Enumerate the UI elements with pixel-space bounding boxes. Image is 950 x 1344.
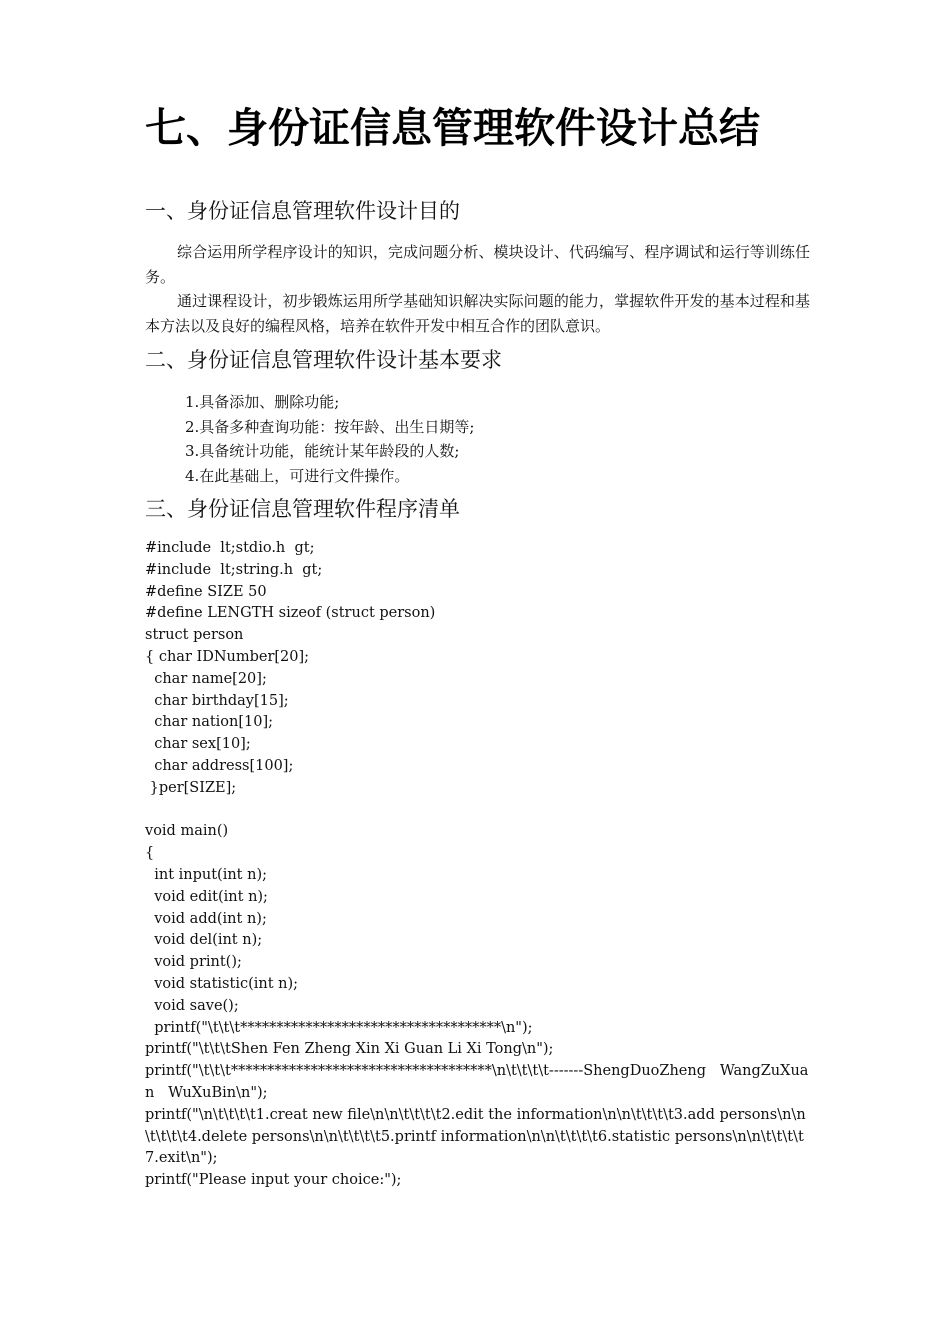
section-heading-requirements: 二、身份证信息管理软件设计基本要求	[145, 348, 502, 372]
requirement-item: 4.在此基础上，可进行文件操作。	[185, 466, 410, 485]
purpose-paragraph-2: 通过课程设计，初步锻炼运用所学基础知识解决实际问题的能力，掌握软件开发的基本过程和基本方法以及良好的编程风格，培养在软件开发中相互合作的团队意识。	[145, 292, 810, 335]
code-line: char birthday[15];	[145, 692, 289, 709]
page-title: 七、身份证信息管理软件设计总结	[145, 104, 760, 152]
section-heading-purpose: 一、身份证信息管理软件设计目的	[145, 199, 460, 223]
code-line: printf("\t\t\t************************************\n");	[145, 1019, 533, 1036]
code-line: char sex[10];	[145, 736, 251, 753]
code-line: printf("\t\t\tShen Fen Zheng Xin Xi Guan Li Xi Tong\n");	[145, 1041, 554, 1058]
code-line: char address[100];	[145, 757, 294, 774]
code-line: printf("\t\t\t************************************\n\t\t\t\t-------ShengDuoZheng WangZuXuan WuXuBin\n");	[145, 1063, 809, 1101]
code-line: int input(int n);	[145, 866, 268, 883]
code-line: }per[SIZE];	[145, 779, 237, 796]
requirement-item: 1.具备添加、删除功能;	[185, 393, 340, 411]
code-line: void print();	[145, 954, 242, 971]
code-line: {	[145, 845, 155, 862]
section-heading-program-listing: 三、身份证信息管理软件程序清单	[145, 497, 460, 521]
code-line: #include lt;string.h gt;	[145, 561, 323, 578]
code-line: #include lt;stdio.h gt;	[145, 540, 315, 556]
requirement-item: 2.具备多种查询功能：按年龄、出生日期等;	[185, 417, 475, 436]
code-line: void add(int n);	[145, 910, 267, 927]
code-line: char name[20];	[145, 670, 267, 687]
code-line: void save();	[145, 997, 239, 1014]
code-line: printf("Please input your choice:");	[145, 1172, 402, 1189]
code-line: char nation[10];	[145, 714, 274, 731]
code-line: #define LENGTH sizeof (struct person)	[145, 605, 436, 622]
code-line: printf("\n\t\t\t\t1.creat new file\n\n\t\t\t\t2.edit the information\n\n\t\t\t\t3.add persons\n\n\t\t\t\t4.delete persons\n\n\t\t\t\t5.printf information\n\n\t\t\t\t6.statistic persons\n\n\t\t\t\t7.exit\n");	[145, 1106, 806, 1167]
code-line: void main()	[145, 823, 229, 840]
requirements-list	[185, 390, 474, 488]
requirement-item: 3.具备统计功能，能统计某年龄段的人数;	[185, 442, 460, 460]
code-line: struct person	[145, 627, 244, 644]
code-line: void statistic(int n);	[145, 975, 299, 992]
purpose-paragraph-1: 综合运用所学程序设计的知识，完成问题分析、模块设计、代码编写、程序调试和运行等训练任务。	[145, 243, 810, 286]
code-line-blank	[145, 800, 810, 822]
code-line: void edit(int n);	[145, 888, 268, 905]
code-line: void del(int n);	[145, 932, 263, 949]
code-line: #define SIZE 50	[145, 583, 267, 600]
code-listing	[145, 538, 810, 1192]
code-line: { char IDNumber[20];	[145, 648, 310, 665]
